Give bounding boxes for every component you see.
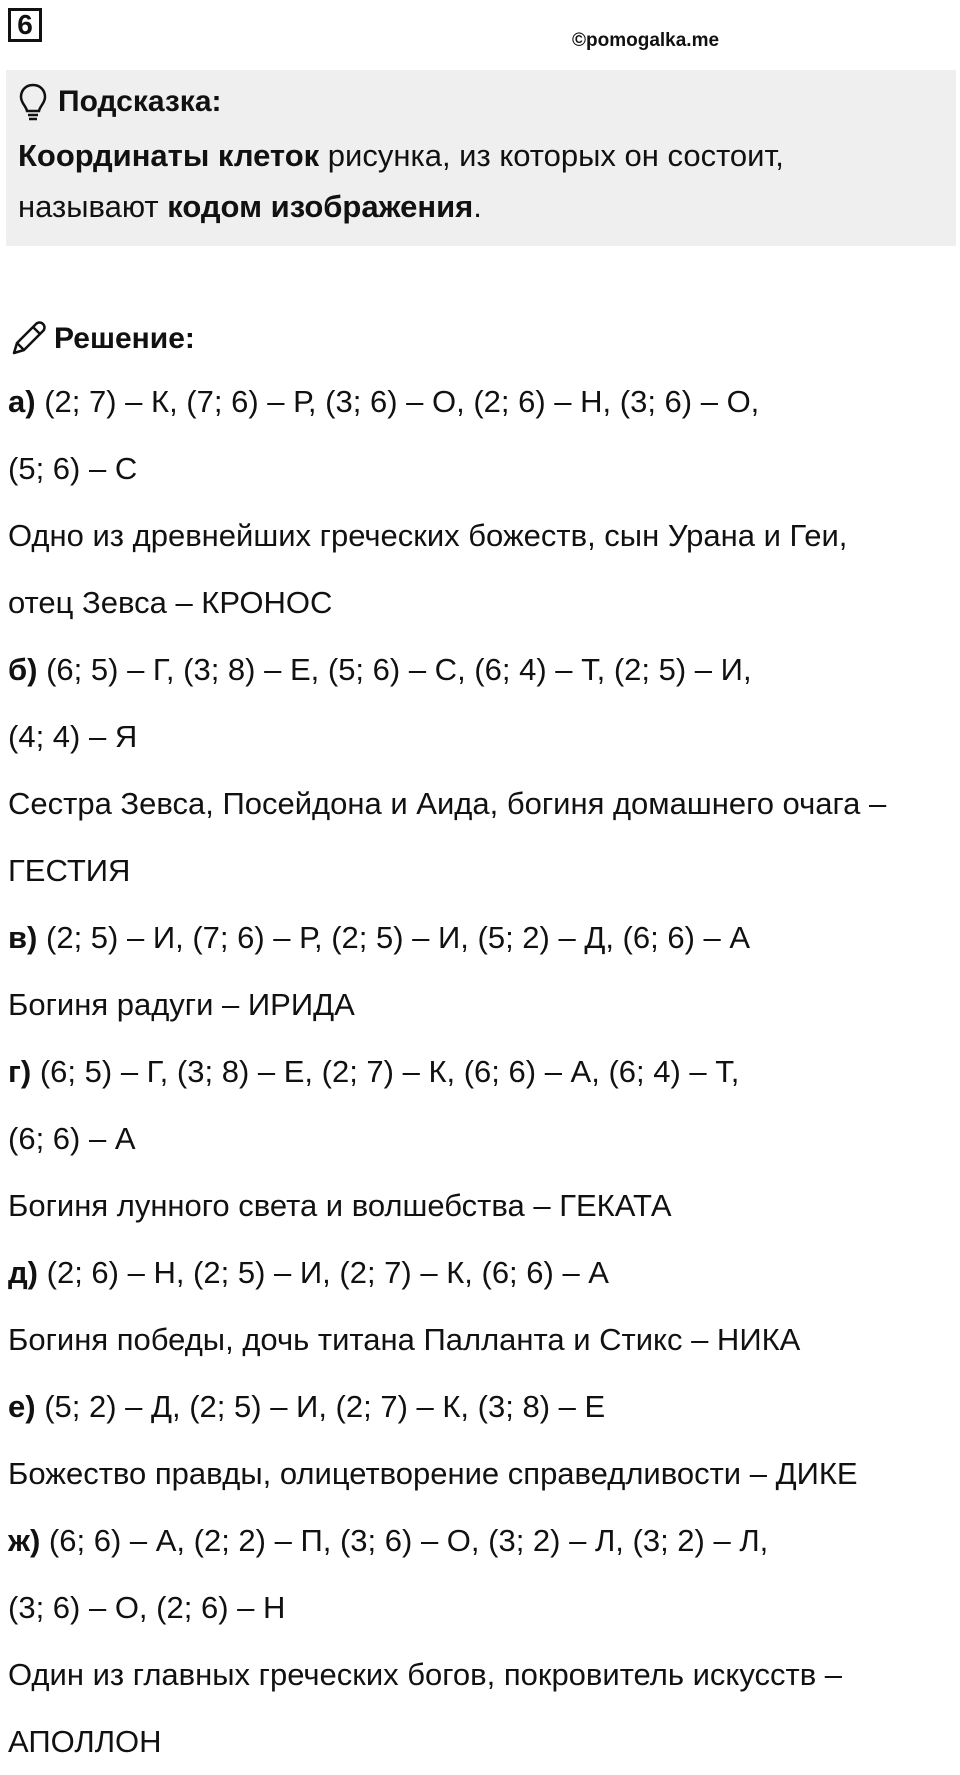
line-text: (2; 5) – И, (7; 6) – Р, (2; 5) – И, (5; 2) – Д, (6; 6) – А [37, 920, 751, 955]
solution-line [8, 1038, 953, 1105]
line-text: Одно из древнейших греческих божеств, сын Урана и Геи, [8, 518, 848, 553]
solution-line [8, 1373, 953, 1440]
solution-line [8, 1708, 953, 1775]
lightbulb-icon [18, 82, 48, 122]
item-label: е) [8, 1389, 36, 1424]
solution-line [8, 904, 953, 971]
item-label: а) [8, 384, 36, 419]
line-text: Богиня победы, дочь титана Палланта и Стикс – НИКА [8, 1322, 801, 1357]
solution-line [8, 1172, 953, 1239]
item-label: в) [8, 920, 38, 955]
item-label: ж) [8, 1523, 41, 1558]
solution-line [8, 1440, 953, 1507]
line-text: (4; 4) – Я [8, 719, 138, 754]
solution-line [8, 1105, 953, 1172]
item-label: д) [8, 1255, 39, 1290]
line-text: (2; 7) – К, (7; 6) – Р, (3; 6) – О, (2; 6) – Н, (3; 6) – О, [35, 384, 760, 419]
line-text: Божество правды, олицетворение справедливости – ДИКЕ [8, 1456, 858, 1491]
line-text: (3; 6) – О, (2; 6) – Н [8, 1590, 286, 1625]
solution-line [8, 1239, 953, 1306]
solution-line [8, 1574, 953, 1641]
solution-line [8, 1507, 953, 1574]
solution-line [8, 770, 953, 837]
hint-header [18, 80, 944, 124]
line-text: Сестра Зевса, Посейдона и Аида, богиня домашнего очага – [8, 786, 887, 821]
line-text: (2; 6) – Н, (2; 5) – И, (2; 7) – К, (6; 6) – А [38, 1255, 609, 1290]
solution-lines [8, 368, 953, 1775]
line-text: Один из главных греческих богов, покровитель искусств – [8, 1657, 843, 1692]
solution-line [8, 837, 953, 904]
solution-header [8, 310, 953, 368]
task-number-box [8, 8, 42, 42]
hint-line2-start: называют [18, 189, 168, 224]
line-text: АПОЛЛОН [8, 1724, 162, 1759]
solution-line [8, 569, 953, 636]
solution-line [8, 1306, 953, 1373]
solution-line [8, 636, 953, 703]
hint-line2-end: . [473, 189, 482, 224]
solution-section [8, 310, 953, 1775]
line-text: (6; 5) – Г, (3; 8) – Е, (5; 6) – С, (6; 4) – Т, (2; 5) – И, [37, 652, 752, 687]
hint-title: Подсказка: [58, 85, 222, 118]
line-text: ГЕСТИЯ [8, 853, 131, 888]
solution-line [8, 971, 953, 1038]
solution-line [8, 435, 953, 502]
line-text: (5; 2) – Д, (2; 5) – И, (2; 7) – К, (3; 8) – Е [35, 1389, 606, 1424]
solution-line [8, 703, 953, 770]
watermark: ©pomogalka.me [572, 30, 720, 51]
line-text: (6; 6) – А [8, 1121, 136, 1156]
line-text: Богиня радуги – ИРИДА [8, 987, 355, 1022]
item-label: б) [8, 652, 38, 687]
solution-line [8, 502, 953, 569]
solution-title: Решение: [54, 322, 195, 355]
hint-text [18, 130, 944, 232]
solution-line [8, 368, 953, 435]
line-text: (6; 5) – Г, (3; 8) – Е, (2; 7) – К, (6; 6) – А, (6; 4) – Т, [31, 1054, 740, 1089]
solution-line [8, 1641, 953, 1708]
hint-line1-bold: Координаты клеток [18, 138, 320, 173]
hint-line-2 [18, 181, 944, 232]
hint-line1-rest: рисунка, из которых он состоит, [319, 138, 784, 173]
line-text: (5; 6) – С [8, 451, 138, 486]
line-text: отец Зевса – КРОНОС [8, 585, 333, 620]
pencil-icon [8, 319, 48, 359]
line-text: (6; 6) – А, (2; 2) – П, (3; 6) – О, (3; 2) – Л, (3; 2) – Л, [40, 1523, 769, 1558]
hint-box [6, 70, 956, 246]
line-text: Богиня лунного света и волшебства – ГЕКАТА [8, 1188, 672, 1223]
item-label: г) [8, 1054, 32, 1089]
hint-line-1 [18, 130, 944, 181]
hint-line2-bold: кодом изображения [167, 189, 474, 224]
task-number: 6 [17, 9, 33, 40]
